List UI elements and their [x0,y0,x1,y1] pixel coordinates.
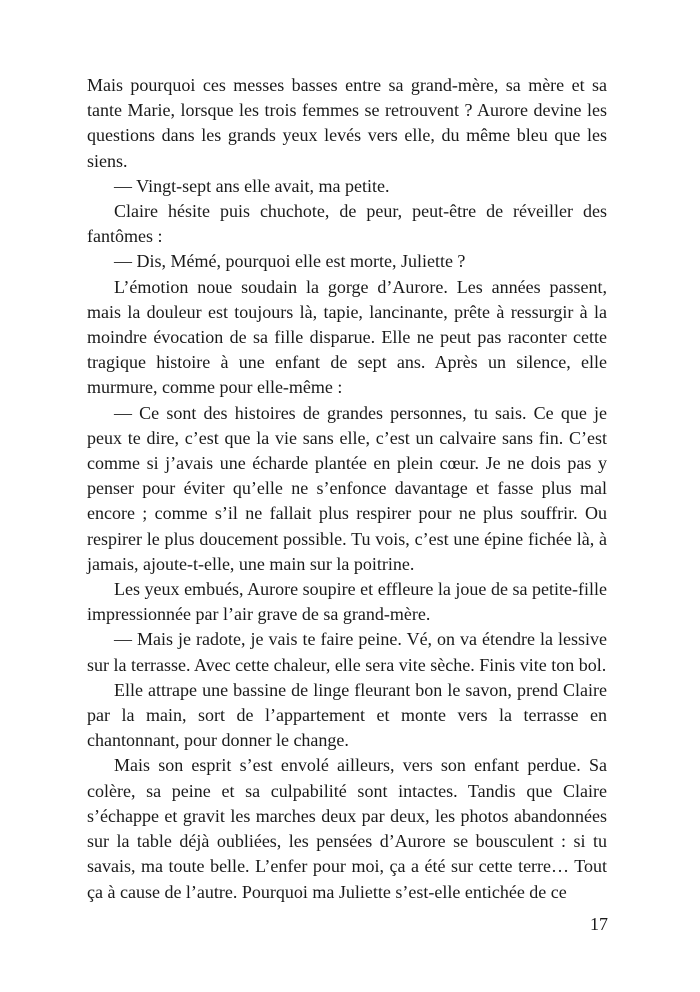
paragraph: Claire hésite puis chuchote, de peur, peut-être de réveiller des fantômes : [87,201,607,247]
paragraph: Mais son esprit s’est envolé ailleurs, vers son enfant perdue. Sa colère, sa peine et sa culpabilité sont intactes. Tandis que Claire s’échappe et gravit les marches deux par deux, les photos abandonnées sur la table déjà oubliées, les pensées d’Aurore se bousculent : si tu savais, ma toute belle. L’enfer pour moi, ça a été sur cette terre… Tout ça à cause de l’autre. Pourquoi ma Juliette s’est-elle entichée de ce [87,755,607,902]
paragraph: Les yeux embués, Aurore soupire et effleure la joue de sa petite-fille impressionnée par l’air grave de sa grand-mère. [87,579,607,625]
page-number: 17 [590,914,608,934]
paragraph: L’émotion noue soudain la gorge d’Aurore. Les années passent, mais la douleur est toujours là, tapie, lancinante, prête à ressurgir à la moindre évocation de sa fille disparue. Elle ne peut pas raconter cette tragique histoire à une enfant de sept ans. Après un silence, elle murmure, comme pour elle-même : [87,276,607,398]
paragraph: Mais pourquoi ces messes basses entre sa grand-mère, sa mère et sa tante Marie, lorsque les trois femmes se retrouvent ? Aurore devine les questions dans les grands yeux levés vers elle, du même bleu que les siens. [87,75,607,171]
paragraph: — Vingt-sept ans elle avait, ma petite. [114,175,390,196]
paragraph: — Ce sont des histoires de grandes personnes, tu sais. Ce que je peux te dire, c’est que la vie sans elle, c’est un calvaire sans fin. C’est comme si j’avais une écharde plantée en plein cœur. Je ne dois pas y penser pour éviter qu’elle ne s’enfonce davantage et fasse plus mal encore ; comme s’il ne fallait plus respirer pour ne plus souffrir. Ou respirer le plus doucement possible. Tu vois, c’est une épine fichée là, à jamais, ajoute-t-elle, une main sur la poitrine. [87,402,607,574]
body-text [87,73,607,905]
paragraph: Elle attrape une bassine de linge fleurant bon le savon, prend Claire par la main, sort de l’appartement et monte vers la terrasse en chantonnant, pour donner le change. [87,679,607,751]
paragraph: — Mais je radote, je vais te faire peine. Vé, on va étendre la lessive sur la terrasse. Avec cette chaleur, elle sera vite sèche. Finis vite ton bol. [87,629,607,675]
paragraph: — Dis, Mémé, pourquoi elle est morte, Juliette ? [114,251,466,272]
